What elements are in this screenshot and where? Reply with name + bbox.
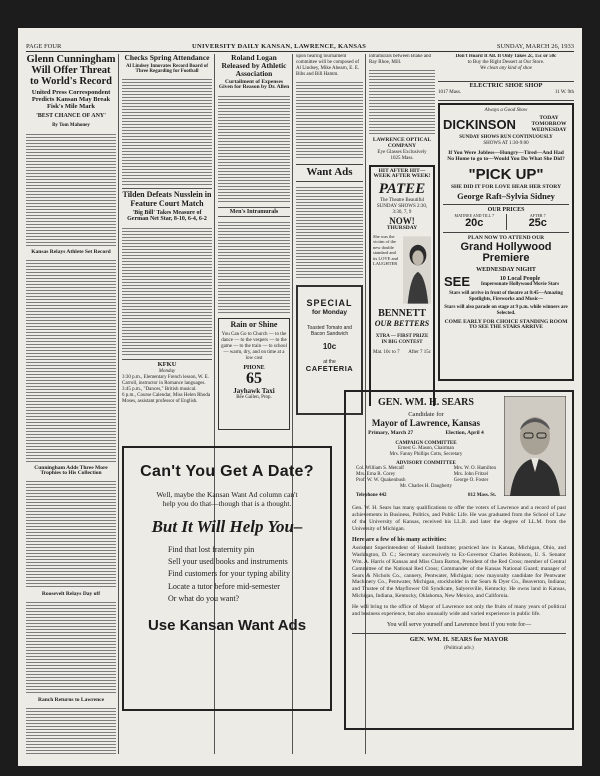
column-rule (118, 54, 119, 754)
kfku-item: 3:45 p.m., "Dances," British musical. (122, 386, 197, 392)
activities-list: Assistant Superintendent of Haskell Institute; practiced law in Kansas, Michigan, Ohio, and Washington, D. C.; Secretary successively to Ex-Governor Charles Robinson, U. S. Senator Wm. A. Harris of Kansas and Miss Clara Barton, President of the Red Cross; member of Central Committee of the National Red Cross; Commander of the Kansas National Guard; manager of Sears & Nichols Co., cannery, Pentwater, Michigan; now mayoralty candidate for Pentwater Machinery Co., Pentwater, Michigan, stockholder in the Sears & Dyer Co., Beaverton, Indiana; and Trustee of the Mayflower Oil Syndicate, Salyersville, Kentucky. He owns land in Kansas, Michigan, Indiana, Kentucky, Oklahoma, New Mexico, and California. (352, 545, 566, 600)
phone-label: PHONE (243, 364, 265, 371)
pick-up-title: "PICK UP" (468, 165, 544, 183)
vote-ask: You will serve yourself and Lawrence best if you vote for— (386, 621, 532, 628)
help-you: But It Will Help You– (151, 516, 303, 536)
article-text (122, 226, 212, 356)
patee-showtimes: SUNDAY SHOWS 2:30, 3:30, 7, 9 (376, 203, 428, 215)
hoard-line: Don't Hoard It All. It Only Takes 2c, 15c or 50c (455, 54, 557, 59)
special-item: Toasted Tomato and Bacon Sandwich (307, 324, 352, 337)
subhead-lindsey: Al Lindsey Innovates Record Board of Three Regarding for Football (125, 63, 209, 75)
advisor: Mr. Charles H. Daugherty (399, 484, 453, 490)
taxi-proprietor: Bee Gallen, Prop. (236, 395, 272, 401)
cafeteria-name: CAFETERIA (305, 364, 354, 374)
headline-logan: Roland Logan Released by Athletic Association (221, 54, 287, 78)
special-at: at the (323, 359, 336, 366)
patee-tag: The Theatre Beautiful (379, 197, 425, 203)
kfku-title: KFKU (157, 360, 177, 368)
article-text (26, 706, 116, 754)
kfku-item: 6 p.m., Course Calendar, Miss Helen Rhoda Moses, assistant professor of English. (122, 392, 211, 404)
mens-intramurals-head: Men's Intramurals (218, 207, 290, 217)
shoe-clean: We clean any kind of shoe (480, 66, 532, 71)
page-header (26, 41, 574, 52)
subhead-roosevelt: Roosevelt Relays Day off (41, 591, 101, 598)
article-text (218, 94, 290, 204)
movie-title: OUR BETTERS (374, 318, 430, 328)
subhead-logan: Curtailment of Expenses Given for Reason by Dr. Allen (218, 78, 290, 91)
headline-spring-attendance: Checks Spring Attendance (124, 54, 210, 62)
pick-up-stars: George Raft–Sylvia Sidney (457, 191, 555, 202)
phone-number: 65 (246, 370, 262, 388)
paper-name: UNIVERSITY DAILY KANSAN, LAWRENCE, KANSAS (192, 42, 367, 50)
stars-arrive: Stars will arrive in front of theatre at 8:45—Amazing Spotlights, Fireworks and Music— (449, 290, 563, 302)
day-tomorrow: TOMORROW (531, 120, 567, 127)
come-early: COME EARLY FOR CHOICE STANDING ROOM (444, 318, 568, 325)
activities-head: Here are a few of his many activities: (352, 536, 447, 543)
closing-statement: He will bring to the office of Mayor of Lawrence not only the fruits of many years of political and business experience, but also unusually wide and varied experience in public life. (352, 604, 566, 617)
primary-date: Primary, March 27 (368, 429, 414, 436)
hoard-line-2: to Buy the Right Dessert at Our Store. (467, 60, 545, 65)
star-name: BENNETT (378, 308, 426, 320)
plan-now: PLAN NOW TO ATTEND OUR (467, 234, 545, 241)
byline: By Tom Mahoney (52, 122, 90, 128)
article-text (218, 220, 290, 314)
patee-thru: THURSDAY (386, 225, 418, 232)
patee-tagline: She was the victim of the new double standard and its LOVE and LAUGHTER (373, 234, 398, 266)
headline-cunningham: Glenn Cunningham Will Offer Threat to World's Record (26, 54, 116, 88)
taxi-ad (218, 318, 290, 430)
article-text (26, 479, 116, 589)
list-item: Locate a tutor before mid-semester (168, 581, 280, 591)
week-after-week: WEEK AFTER WEEK! (373, 173, 431, 180)
story-continuation: intramurals between Blake and Ray Rhoe, Mill. (369, 54, 432, 65)
rain-or-shine: Rain or Shine (230, 320, 278, 330)
thought-line: help you do that—though that is a thought. (162, 498, 292, 508)
use-want-ads: Use Kansan Want Ads (147, 616, 307, 634)
cant-get-date: Can't You Get A Date? (140, 463, 314, 480)
headline-tilden: Tilden Defeats Nusslein in Feature Court Match (122, 190, 212, 208)
stars-parade: Stars will also parade on stage at 9 p.m. while winners are Selected. (444, 304, 568, 316)
committee-member: Mrs. Fanny Phillips Cotts, Secretary (389, 451, 463, 457)
candidate-bio: Gen. W. H. Sears has many qualifications to offer the voters of Lawrence and a record of past achievements in Business, Politics, and Public Life. He was graduated from the School of Law of the University of Kansas, received his LL.B. and later the degree of LL.M. from the University of Michigan. (352, 505, 566, 532)
dickinson-theatre-ad (438, 103, 574, 381)
election-date: Election, April 4 (445, 429, 484, 436)
optical-tag: Eye Glasses Exclusively (377, 149, 427, 155)
article-text (296, 80, 363, 160)
kansan-want-ads-ad (122, 446, 332, 711)
subhead-ranch: Ranch Returns to Lawrence (37, 696, 105, 703)
shoe-addr-1: 1017 Mass. (438, 89, 462, 95)
patee-now: NOW! (389, 215, 415, 226)
evening-price: After 7 15c (408, 349, 431, 355)
column-patee (369, 54, 435, 406)
star-portrait-icon (403, 234, 431, 306)
advisor: Mrs. W. O. Hamilton (453, 466, 496, 472)
advisor: Col. William S. Metcalf (356, 466, 404, 472)
article-text (26, 258, 116, 463)
wednesday-night: WEDNESDAY NIGHT (476, 266, 536, 273)
show-times: SHOWS AT 1:30-9:00 (483, 141, 529, 147)
article-text (26, 132, 116, 247)
see-label: SEE (443, 274, 470, 290)
price-label-evening: AFTER 7 (529, 212, 546, 218)
price-matinee: 20c (465, 217, 484, 230)
maybe-line: Well, maybe the Kansan Want Ad column can't (156, 489, 298, 499)
column-sports-cunningham (26, 54, 116, 754)
advisor: George O. Foster (453, 478, 489, 484)
day-wednesday: WEDNESDAY (531, 126, 567, 133)
advisor: Mrs. John Fritzel (453, 472, 489, 478)
kfku-day: Monday (158, 368, 176, 374)
newspaper-page (18, 28, 582, 766)
column-spring-attendance (122, 54, 212, 460)
column-logan (218, 54, 290, 460)
prices-head: OUR PRICES (443, 204, 569, 213)
campaign-committee: CAMPAIGN COMMITTEE (395, 440, 457, 446)
premiere: Premiere (482, 252, 530, 265)
shoe-shop-name: ELECTRIC SHOE SHOP (469, 83, 543, 89)
vote-for-sears: GEN. WM. H. SEARS for MAYOR (352, 633, 566, 644)
subhead-trophies: Cunningham Adds Three More Trophies to His Collection (34, 464, 108, 477)
special-day: for Monday (311, 308, 348, 316)
candidate-name: GEN. WM. H. SEARS (378, 397, 474, 408)
special-price: 10c (322, 341, 337, 351)
hit-after-hit: HIT AFTER HIT— (378, 167, 426, 174)
advisor: Mrs. Erna R. Corey (356, 472, 396, 478)
day-today: TODAY (539, 115, 559, 121)
advisory-committee: ADVISORY COMMITTEE (396, 460, 456, 466)
question-line-1: If You Were Jobless—Hungry—Tired—And Had (448, 150, 564, 157)
price-label-matinee: MATINEE AND TILL 7 (454, 212, 494, 218)
pick-up-tagline: SHE DID IT FOR LOVE HEAR HER STORY (450, 183, 562, 190)
political-adv: (Political adv.) (444, 645, 474, 651)
article-text (369, 68, 435, 136)
classified-text (296, 185, 363, 280)
list-item: Find customers for your typing ability (168, 569, 290, 579)
matinee-price: Mat. 10c to 7 (373, 349, 400, 355)
subhead-cunningham: United Press Correspondent Predicts Kansan May Break Fisk's Mile Mark (31, 89, 111, 110)
dickinson-name: DICKINSON (443, 116, 516, 132)
extra-feature: XTRA — FIRST PRIZE IN BIG CONTEST (375, 333, 429, 345)
impersonate: Impersonate Hollywood Movie Stars (480, 282, 560, 288)
office: Mayor of Lawrence, Kansas (371, 417, 481, 428)
committee-member: Ernest G. Mason, Chairman (398, 445, 454, 451)
address: 812 Mass. St. (467, 493, 496, 499)
story-continuation: upon hearing tournament committee will be composed of Al Lindsey, Mike Ahearn, E. E. Bibs and Bill Hamm. (296, 54, 360, 77)
sunday-shows: SUNDAY SHOWS RUN CONTINUOUSLY (459, 135, 553, 141)
question-line-2: No Home to go to—Would You Do What She Did? (447, 156, 565, 163)
issue-date: SUNDAY, MARCH 26, 1933 (496, 42, 574, 50)
special-title: SPECIAL (306, 297, 353, 308)
patee-ad (369, 165, 435, 406)
see-stars-arrive: TO SEE THE STARS ARRIVE (469, 324, 543, 331)
taxi-name: Jayhawk Taxi (233, 386, 275, 395)
subhead-tilden: 'Big Bill' Takes Measure of German Net Star, 8-10, 6-4, 6-2 (127, 210, 207, 223)
list-item: Find that lost fraternity pin (168, 544, 255, 554)
sears-mayor-ad (344, 390, 574, 730)
want-ad-uses (168, 544, 322, 606)
shoe-shop-ad (438, 54, 574, 82)
deck-best-chance: 'BEST CHANCE OF ANY' (36, 113, 106, 120)
list-item: Or what do you want? (168, 594, 240, 604)
always-good-show: Always a Good Show (484, 108, 528, 113)
list-item: Sell your used books and instruments (168, 557, 288, 567)
article-text (122, 77, 212, 185)
subhead-relays: Kansas Relays Athlete Set Record (31, 248, 111, 255)
article-text (26, 600, 116, 695)
shoe-shop-name-block (438, 83, 574, 101)
want-ads-head: Want Ads (296, 164, 363, 182)
candidate-portrait-icon (504, 396, 566, 496)
kfku-item: 3:30 p.m., Elementary French lesson, W. E. Carroll, instructor in Romance languages. (122, 374, 209, 386)
taxi-copy: You Can Go to Church — to the dance — to the vespers — to the game — to the train — to school — warm, dry, and on time at a low cost (221, 331, 287, 361)
page-number: PAGE FOUR (26, 42, 62, 50)
local-people: 10 Local People (499, 276, 541, 283)
grand-hollywood: Grand Hollywood (460, 240, 552, 253)
price-evening: 25c (528, 217, 547, 230)
advisor: Prof. W. W. Quakenbush (356, 478, 406, 484)
shoe-addr-2: 11 W. 9th (554, 89, 574, 95)
patee-logo: PATEE (378, 181, 426, 198)
optical-addr: 1025 Mass. (390, 155, 414, 161)
candidate-for: Candidate for (408, 410, 444, 418)
telephone: Telephone 442 (356, 493, 387, 499)
optical-company: LAWRENCE OPTICAL COMPANY (372, 137, 432, 149)
